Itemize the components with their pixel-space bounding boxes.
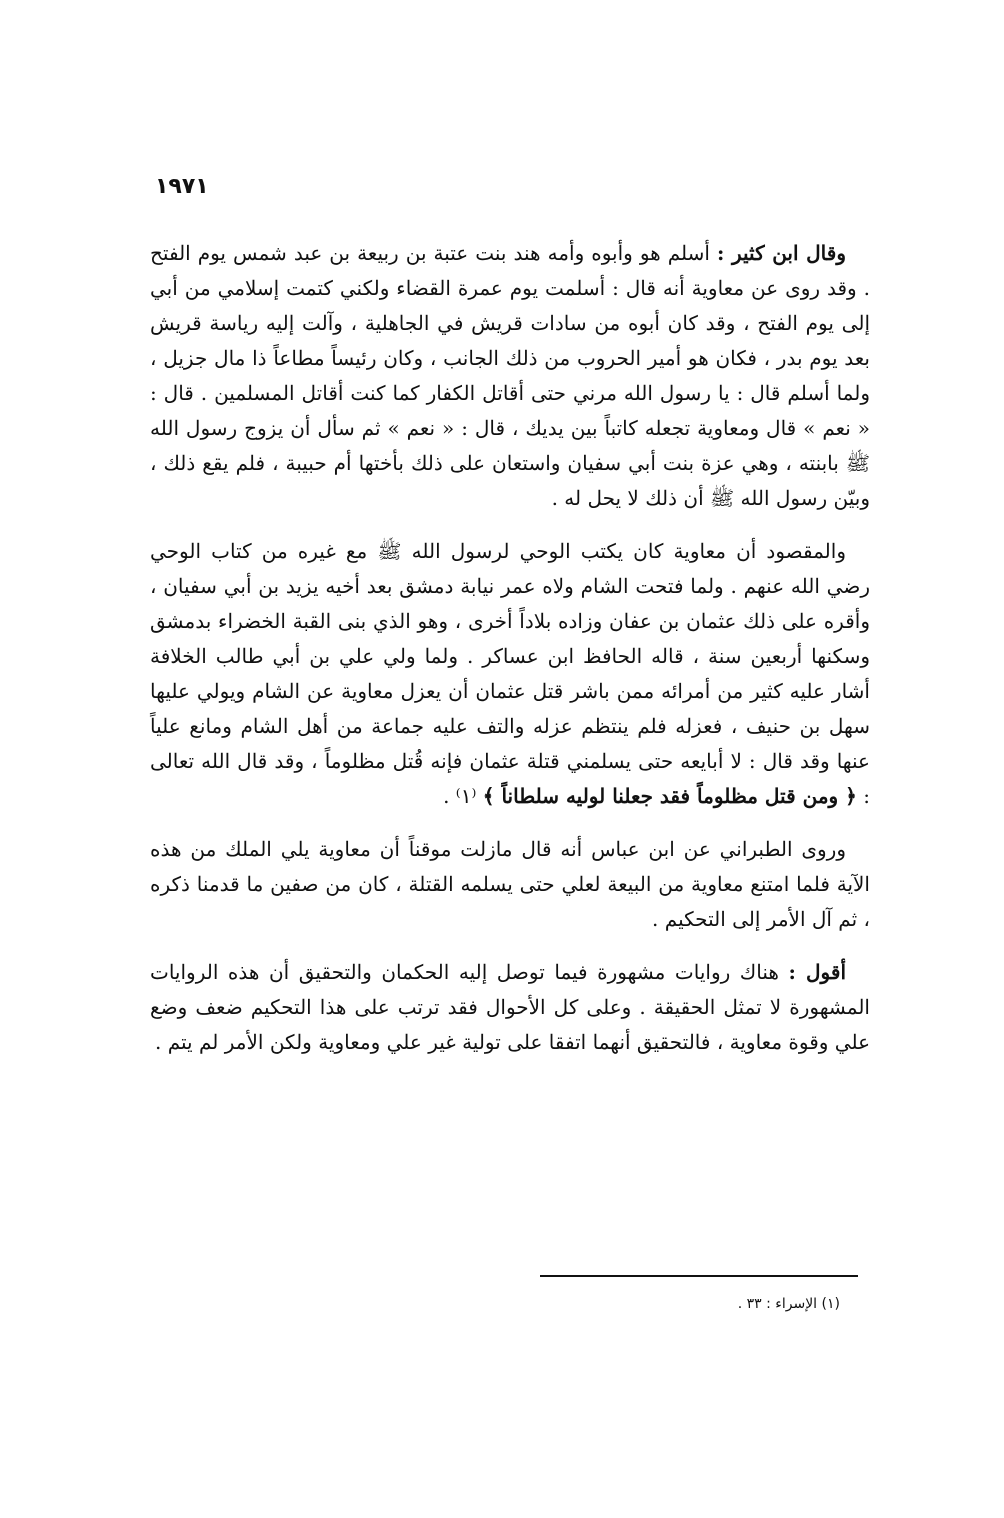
paragraph-lead: وقال ابن كثير : [716,241,846,265]
paragraph-tabarani [150,832,870,937]
paragraph-lead: أقول : [788,960,847,984]
footnote-divider [540,1275,858,1277]
paragraph-text: وروى الطبراني عن ابن عباس أنه قال مازلت موقناً أن معاوية يلي الملك من هذه الآية فلما امتنع معاوية من البيعة لعلي حتى يسلمه القتلة ، كان من صفين ما قدمنا ذكره ، ثم آل الأمر إلى التحكيم . [150,837,870,931]
page-number: ١٩٧١ [155,174,209,199]
paragraph-muawiya-scribe [150,534,870,814]
quran-verse: ﴿ ومن قتل مظلوماً فقد جعلنا لوليه سلطاناً ﴾ [482,784,857,808]
main-text [150,236,870,1078]
paragraph-text: والمقصود أن معاوية كان يكتب الوحي لرسول الله ﷺ مع غيره من كتاب الوحي رضي الله عنهم . ولما فتحت الشام ولاه عمر نيابة دمشق بعد أخيه يزيد بن أبي سفيان ، وأقره على ذلك عثمان بن عفان وزاده بلاداً أخرى ، وهو الذي بنى القبة الخضراء بدمشق وسكنها أربعين سنة ، قاله الحافظ ابن عساكر . ولما ولي علي بن أبي طالب الخلافة أشار عليه كثير من أمرائه ممن باشر قتل عثمان أن يعزل معاوية عن الشام ويولي عليها سهل بن حنيف ، فعزله فلم ينتظم عزله والتف عليه جماعة من أهل الشام ومانع علياً عنها وقد قال : لا أبايعه حتى يسلمني قتلة عثمان فإنه قُتل مظلوماً ، وقد قال الله تعالى : [150,539,870,808]
paragraph-text: أسلم هو وأبوه وأمه هند بنت عتبة بن ربيعة بن عبد شمس يوم الفتح . وقد روى عن معاوية أنه قال : أسلمت يوم عمرة القضاء ولكني كتمت إسلامي من أبي إلى يوم الفتح ، وقد كان أبوه من سادات قريش في الجاهلية ، وآلت إليه رياسة قريش بعد يوم بدر ، فكان هو أمير الحروب من ذلك الجانب ، وكان رئيساً مطاعاً ذا مال جزيل ، ولما أسلم قال : يا رسول الله مرني حتى أقاتل الكفار كما كنت أقاتل المسلمين . قال : « نعم » قال ومعاوية تجعله كاتباً بين يديك ، قال : « نعم » ثم سأل أن يزوج رسول الله ﷺ بابنته ، وهي عزة بنت أبي سفيان واستعان على ذلك بأختها أم حبيبة ، فلم يقع ذلك ، وبيّن رسول الله ﷺ أن ذلك لا يحل له . [150,241,870,510]
paragraph-ibn-kathir [150,236,870,516]
paragraph-text: هناك روايات مشهورة فيما توصل إليه الحكمان والتحقيق أن هذه الروايات المشهورة لا تمثل الحقيقة . وعلى كل الأحوال فقد ترتب على هذا التحكيم ضعف وضع علي وقوة معاوية ، فالتحقيق أنهما اتفقا على تولية غير علي ومعاوية ولكن الأمر لم يتم . [150,960,870,1054]
footnote: (١) الإسراء : ٣٣ . [737,1296,840,1312]
footnote-reference: ⁽١⁾ . [443,784,483,808]
paragraph-author-comment [150,955,870,1060]
